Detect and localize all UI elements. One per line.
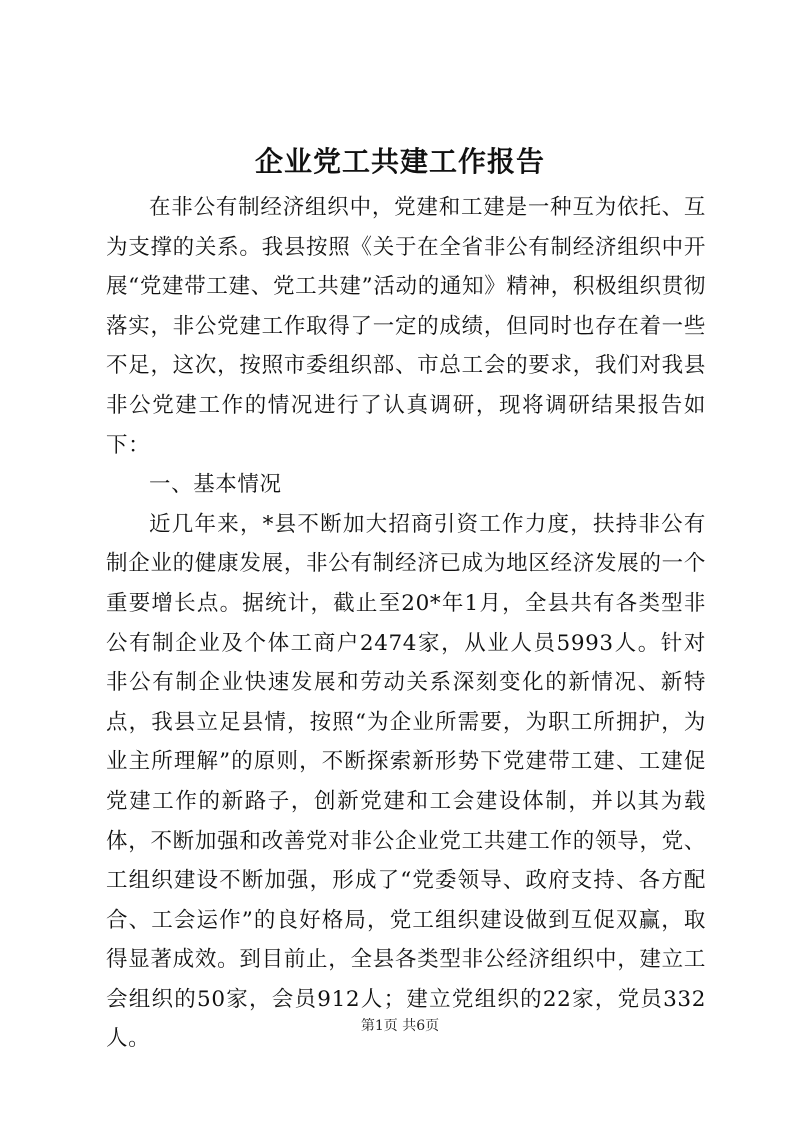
document-body [106,188,706,1059]
intro-paragraph: 在非公有制经济组织中，党建和工建是一种互为依托、互为支撑的关系。我县按照《关于在全省非公有制经济组织中开展“党建带工建、党工共建”活动的通知》精神，积极组织贯彻落实，非公党建工作取得了一定的成绩，但同时也存在着一些不足，这次，按照市委组织部、市总工会的要求，我们对我县非公党建工作的情况进行了认真调研，现将调研结果报告如下： [106,195,706,458]
page-footer: 第1页 共6页 [360,1018,440,1034]
section-heading: 一、基本情况 [149,472,282,498]
section-paragraph: 近几年来，*县不断加大招商引资工作力度，扶持非公有制企业的健康发展，非公有制经济已成为地区经济发展的一个重要增长点。据统计，截止至20*年1月，全县共有各类型非公有制企业及个体工商户2474家，从业人员5993人。针对非公有制企业快速发展和劳动关系深刻变化的新情况、新特点，我县立足县情，按照“为企业所需要，为职工所拥护，为业主所理解”的原则，不断探索新形势下党建带工建、工建促党建工作的新路子，创新党建和工会建设体制，并以其为载体，不断加强和改善党对非公企业党工共建工作的领导，党、工组织建设不断加强，形成了“党委领导、政府支持、各方配合、工会运作”的良好格局，党工组织建设做到互促双赢，取得显著成效。到目前止，全县各类型非公经济组织中，建立工会组织的50家，会员912人；建立党组织的22家，党员332人。 [106,511,706,1052]
document-title: 企业党工共建工作报告 [254,145,545,178]
